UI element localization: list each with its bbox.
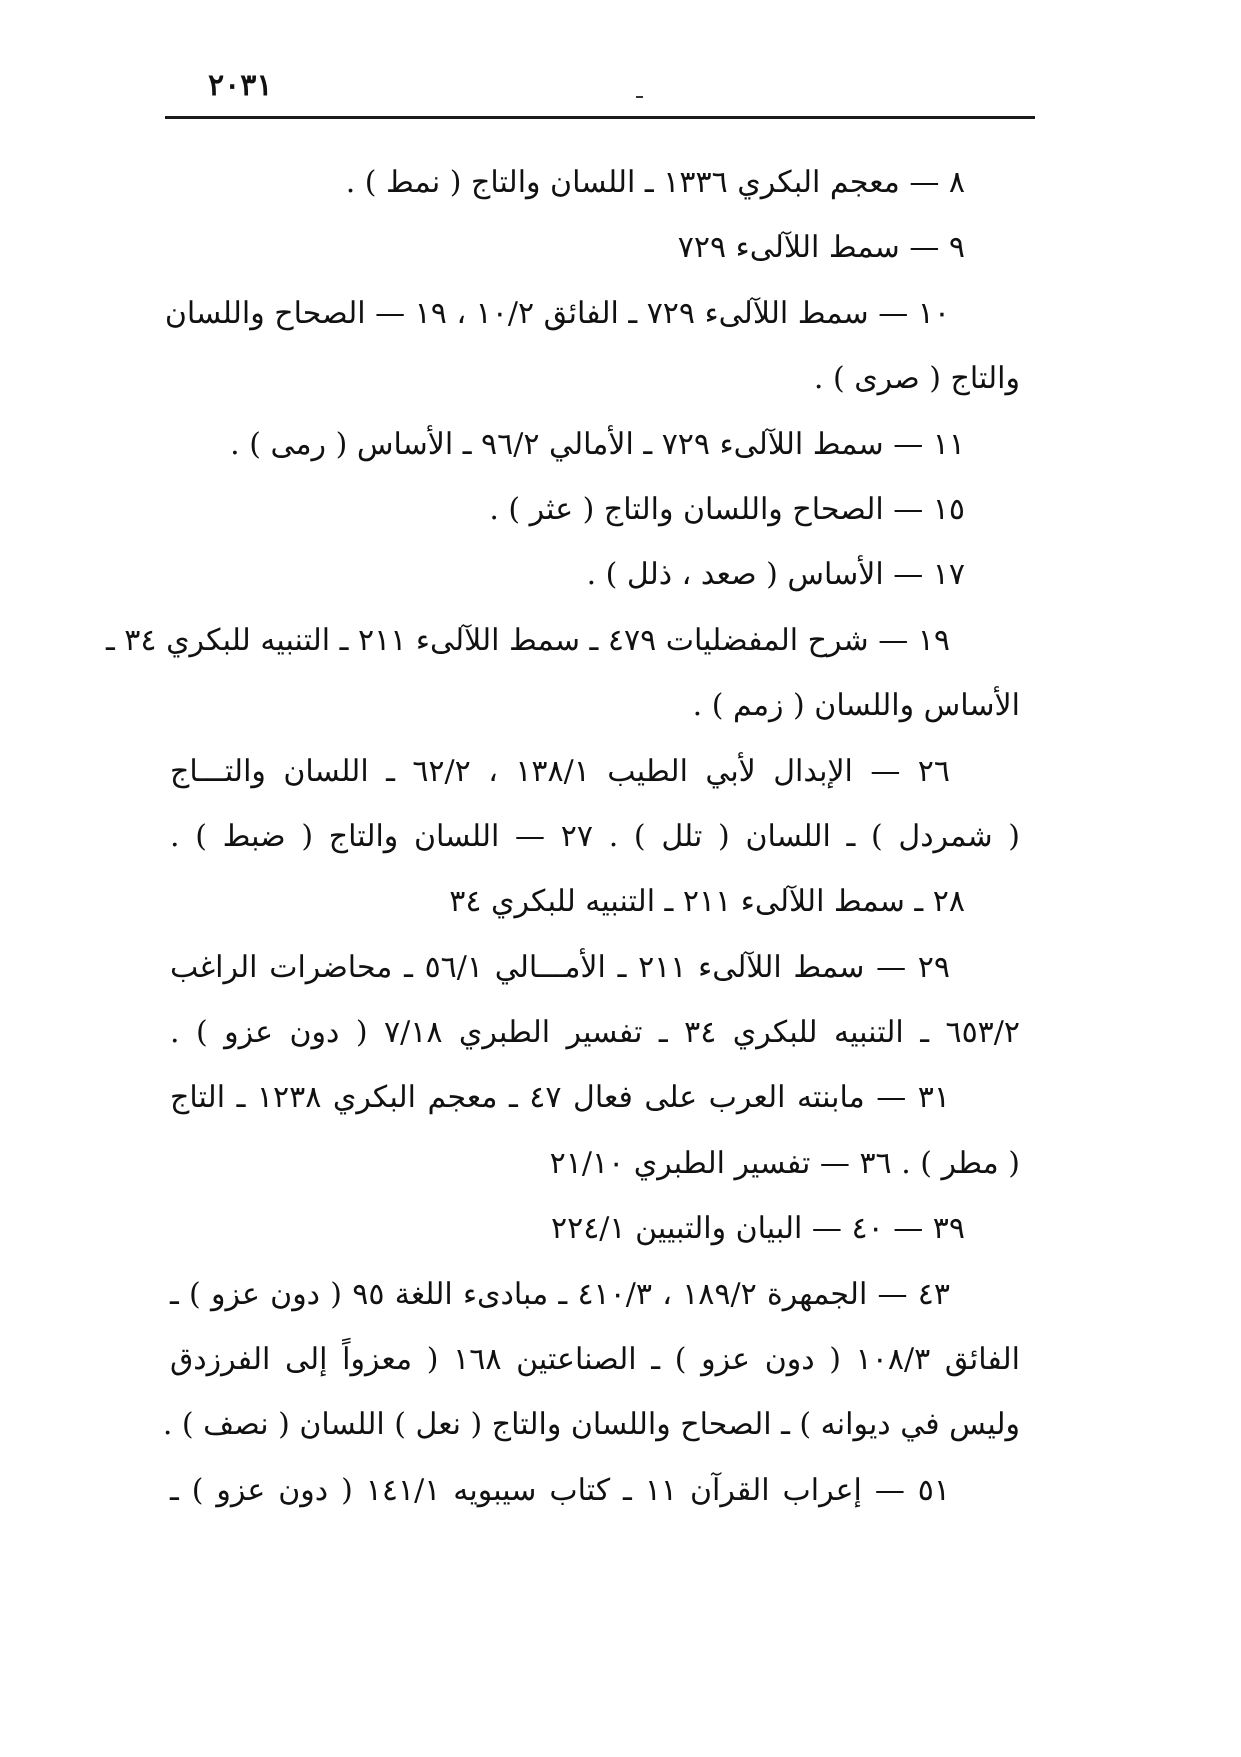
note-line: ١٩ — شرح المفضليات ٤٧٩ ـ سمط اللآلىء ٢١١ ـ التنبيه للبكري ٣٤ ـ bbox=[105, 622, 950, 658]
note-line: ٦٥٣/٢ ـ التنبيه للبكري ٣٤ ـ تفسير الطبري ٧/١٨ ( دون عزو ) . bbox=[170, 1015, 1021, 1051]
notes-list bbox=[105, 150, 1021, 1523]
note-line: ( مطر ) . ٣٦ — تفسير الطبري ٢١/١٠ bbox=[549, 1145, 1020, 1181]
header-rule bbox=[165, 116, 1035, 119]
note-line: ٢٩ — سمط اللآلىء ٢١١ ـ الأمـــالي ٥٦/١ ـ محاضرات الراغب bbox=[170, 949, 950, 985]
note-line: ٩ — سمط اللآلىء ٧٢٩ bbox=[677, 230, 965, 266]
page-number: ٢٠٣١ bbox=[208, 68, 273, 103]
note-line: وليس في ديوانه ) ـ الصحاح واللسان والتاج ( نعل ) اللسان ( نصف ) . bbox=[162, 1407, 1020, 1443]
note-line: ٢٨ ـ سمط اللآلىء ٢١١ ـ التنبيه للبكري ٣٤ bbox=[449, 884, 965, 920]
note-line: ٣٩ — ٤٠ — البيان والتبيين ٢٢٤/١ bbox=[550, 1211, 965, 1247]
note-line: ٨ — معجم البكري ١٣٣٦ ـ اللسان والتاج ( نمط ) . bbox=[345, 165, 965, 200]
note-line: الأساس واللسان ( زمم ) . bbox=[692, 688, 1020, 724]
note-line: ١١ — سمط اللآلىء ٧٢٩ ـ الأمالي ٩٦/٢ ـ الأساس ( رمى ) . bbox=[230, 426, 965, 462]
note-line: ٥١ — إعراب القرآن ١١ ـ كتاب سيبويه ١٤١/١ ( دون عزو ) ـ bbox=[170, 1472, 951, 1508]
note-line: ١٠ — سمط اللآلىء ٧٢٩ ـ الفائق ١٠/٢ ، ١٩ — الصحاح واللسان bbox=[164, 295, 950, 331]
note-line: ٢٦ — الإبدال لأبي الطيب ١٣٨/١ ، ٦٢/٢ ـ اللسان والتـــاج bbox=[170, 753, 950, 789]
note-line: ١٧ — الأساس ( صعد ، ذلل ) . bbox=[586, 557, 965, 593]
note-line: ١٥ — الصحاح واللسان والتاج ( عثر ) . bbox=[489, 491, 965, 527]
note-line: ( شمردل ) ـ اللسان ( تلل ) . ٢٧ — اللسان والتاج ( ضبط ) . bbox=[170, 818, 1020, 854]
note-line: ٣١ — مابنته العرب على فعال ٤٧ ـ معجم البكري ١٢٣٨ ـ التاج bbox=[170, 1080, 950, 1116]
note-line: ٤٣ — الجمهرة ١٨٩/٢ ، ٤١٠/٣ ـ مبادىء اللغة ٩٥ ( دون عزو ) ـ bbox=[170, 1276, 951, 1312]
note-line: الفائق ١٠٨/٣ ( دون عزو ) ـ الصناعتين ١٦٨ ( معزواً إلى الفرزدق bbox=[170, 1342, 1021, 1378]
header-mark bbox=[636, 96, 643, 98]
note-line: والتاج ( صرى ) . bbox=[813, 361, 1020, 397]
